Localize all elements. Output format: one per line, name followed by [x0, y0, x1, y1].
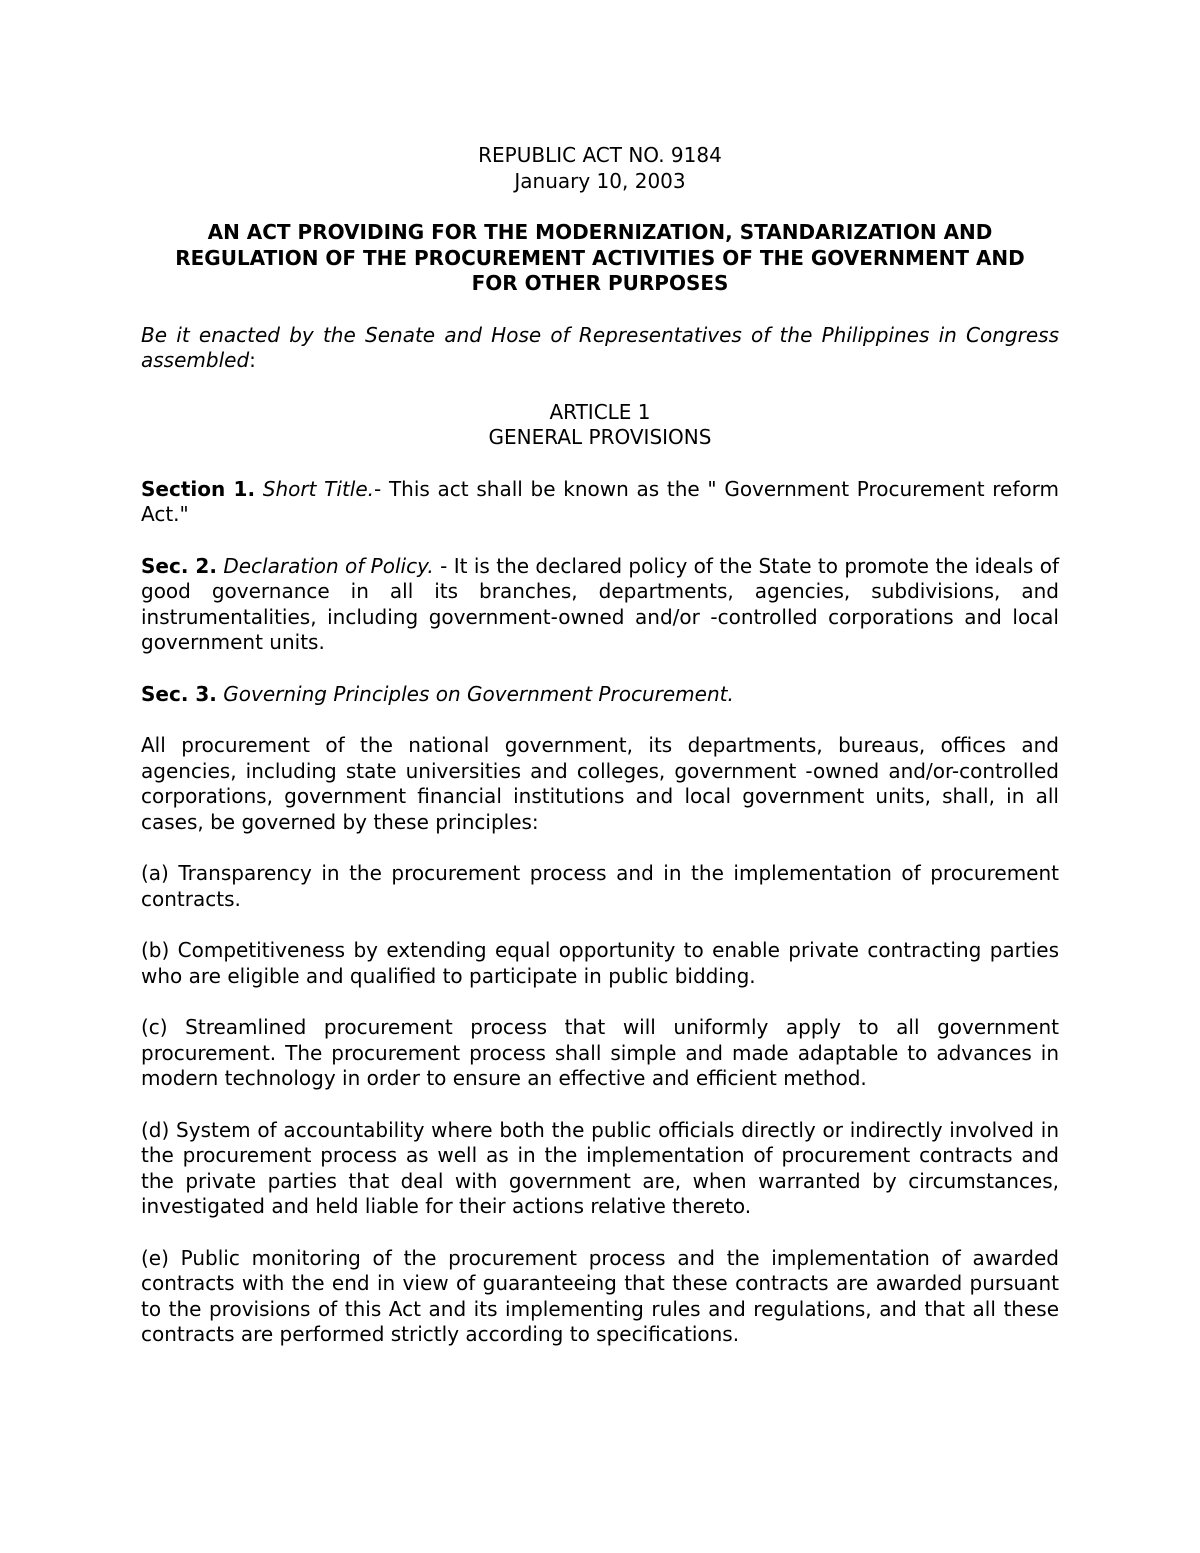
enacting-clause-end: : — [249, 348, 256, 372]
principle-a: (a) Transparency in the procurement process and in the implementation of procurement contracts. — [141, 861, 1059, 911]
section-1-title: Short Title. — [262, 476, 375, 501]
principle-d: (d) System of accountability where both the public officials directly or indirectly involved in the procurement process as well as in the implementation of procurement contracts and the private parties that deal with government are, when warranted by circumstances, investigated and held liable for their actions relative thereto. — [141, 1117, 1059, 1218]
principle-c: (c) Streamlined procurement process that will uniformly apply to all government procurement. The procurement process shall simple and made adaptable to advances in modern technology in order to ensure an effective and efficient method. — [141, 1015, 1059, 1090]
principle-b: (b) Competitiveness by extending equal opportunity to enable private contracting parties who are eligible and qualified to participate in public bidding. — [141, 938, 1059, 988]
section-2-text: - It is the declared policy of the State to promote the ideals of good governance in all its branches, departments, agencies, subdivisions, and instrumentalities, including government-owned and/or -controlled corporations and local government units. — [141, 553, 1059, 654]
principle-e: (e) Public monitoring of the procurement process and the implementation of awarded contracts with the end in view of guaranteeing that these contracts are awarded pursuant to the provisions of this Act and its implementing rules and regulations, and that all these contracts are performed strictly according to specifications. — [141, 1245, 1059, 1346]
enacting-clause-text: Be it enacted by the Senate and Hose of Representatives of the Philippines in Congress assembled — [141, 322, 1059, 372]
section-1-text: - This act shall be known as the " Government Procurement reform Act." — [141, 476, 1059, 526]
section-3-title: Governing Principles on Government Procurement. — [223, 681, 734, 706]
section-3 — [141, 682, 1059, 708]
section-1 — [141, 477, 1059, 528]
document-page — [141, 143, 1059, 1348]
act-title: AN ACT PROVIDING FOR THE MODERNIZATION, STANDARIZATION AND REGULATION OF THE PROCUREMENT ACTIVITIES OF THE GOVERNMENT AND FOR OTHER PURPOSES — [175, 220, 1025, 295]
act-date: January 10, 2003 — [514, 168, 686, 193]
section-1-label: Section 1. — [141, 476, 256, 501]
enacting-clause — [141, 323, 1059, 374]
section-2-title: Declaration of Policy. — [223, 553, 434, 578]
section-3-label: Sec. 3. — [141, 681, 217, 706]
section-2 — [141, 554, 1059, 656]
principles-intro: All procurement of the national government, its departments, bureaus, offices and agencies, including state universities and colleges, government -owned and/or-controlled corporations, government financial institutions and local government units, shall, in all cases, be governed by these principles: — [141, 733, 1059, 834]
article-number: ARTICLE 1 — [549, 399, 651, 424]
article-title: GENERAL PROVISIONS — [488, 425, 712, 449]
section-2-label: Sec. 2. — [141, 553, 217, 578]
act-number: REPUBLIC ACT NO. 9184 — [478, 143, 722, 167]
